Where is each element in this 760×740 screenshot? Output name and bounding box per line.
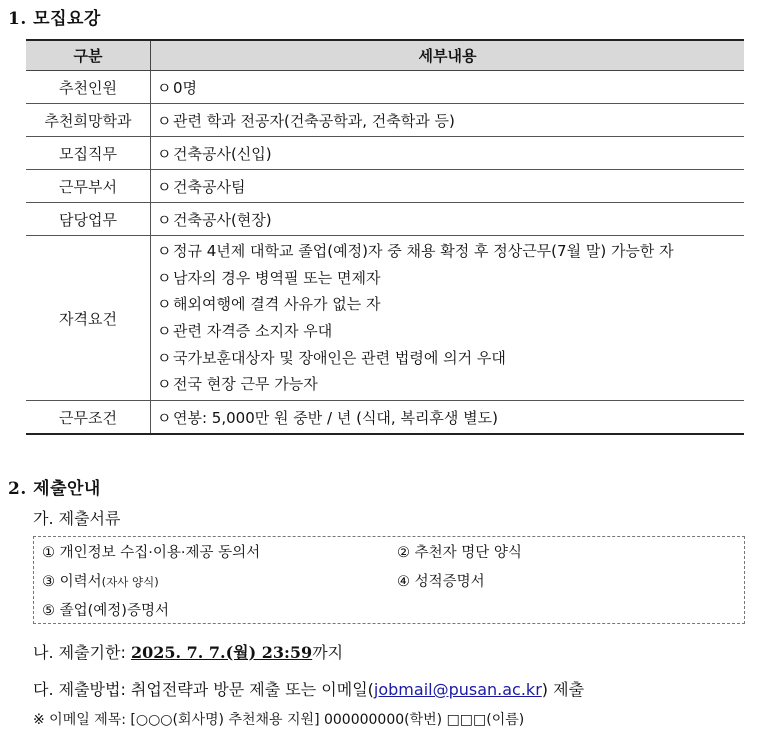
detail-text: 정규 4년제 대학교 졸업(예정)자 중 채용 확정 후 정상근무(7월 말) 가능한 자 (173, 242, 674, 260)
detail-line (157, 371, 744, 398)
document-text: 졸업(예정)증명서 (59, 603, 169, 619)
method-suffix: ) 제출 (541, 680, 585, 699)
document-note: (자사 양식) (101, 575, 159, 589)
document-number: ⑤ (42, 603, 55, 619)
deadline-label: 나. 제출기한: (33, 643, 131, 662)
detail-text: 연봉: 5,000만 원 중반 / 년 (식대, 복리후생 별도) (173, 408, 499, 427)
detail-text: 건축공사(현장) (173, 210, 272, 229)
detail-line (157, 345, 744, 372)
detail-line (157, 407, 744, 428)
bullet-icon: ㅇ (157, 408, 172, 427)
row-label: 근무조건 (26, 401, 151, 435)
detail-line (157, 209, 744, 230)
document-item (397, 541, 522, 562)
bullet-icon: ㅇ (157, 295, 172, 314)
document-text: 추천자 명단 양식 (414, 545, 522, 561)
table-row (26, 137, 744, 170)
deadline-line (33, 640, 343, 663)
row-content (151, 71, 745, 104)
document-number: ③ (42, 574, 55, 590)
bullet-icon: ㅇ (157, 210, 172, 229)
table-row (26, 203, 744, 236)
bullet-icon: ㅇ (157, 177, 172, 196)
deadline-date: 2025. 7. 7.(월) 23:59 (130, 643, 313, 662)
bullet-icon: ㅇ (157, 242, 172, 260)
document-item (42, 570, 159, 591)
document-text: 개인정보 수집·이용·제공 동의서 (59, 545, 261, 561)
row-label: 근무부서 (26, 170, 151, 203)
header-details: 세부내용 (151, 40, 745, 71)
recruitment-table (26, 39, 744, 435)
email-link[interactable]: jobmail@pusan.ac.kr (373, 680, 542, 699)
detail-text: 전국 현장 근무 가능자 (173, 375, 318, 394)
bullet-icon: ㅇ (157, 111, 172, 130)
detail-line (157, 291, 744, 318)
detail-text: 관련 학과 전공자(건축공학과, 건축학과 등) (173, 111, 455, 130)
detail-line (157, 143, 744, 164)
table-header-row (26, 40, 744, 71)
detail-line (157, 265, 744, 292)
detail-line (157, 110, 744, 131)
table-row (26, 236, 744, 401)
row-content (151, 203, 745, 236)
header-category: 구분 (26, 40, 151, 71)
row-label: 추천인원 (26, 71, 151, 104)
row-label: 담당업무 (26, 203, 151, 236)
document-number: ① (42, 545, 55, 561)
detail-line (157, 318, 744, 345)
submission-method-line (33, 677, 584, 700)
bullet-icon: ㅇ (157, 348, 172, 367)
documents-label: 가. 제출서류 (33, 509, 121, 528)
row-content (151, 137, 745, 170)
table-row (26, 401, 744, 435)
bullet-icon: ㅇ (157, 268, 172, 287)
document-item (42, 541, 260, 562)
detail-text: 남자의 경우 병역필 또는 면제자 (173, 268, 381, 287)
detail-line (157, 176, 744, 197)
row-content (151, 401, 745, 435)
detail-text: 건축공사(신입) (173, 144, 272, 163)
row-content (151, 104, 745, 137)
bullet-icon: ㅇ (157, 78, 172, 97)
detail-line (157, 238, 744, 265)
section-1-title: 1. 모집요강 (8, 9, 101, 29)
document-number: ② (397, 545, 410, 561)
detail-text: 0명 (173, 78, 198, 97)
table-row (26, 104, 744, 137)
row-label: 자격요건 (26, 236, 151, 401)
table-row (26, 71, 744, 104)
document-number: ④ (397, 574, 410, 590)
row-content (151, 236, 745, 401)
detail-text: 관련 자격증 소지자 우대 (173, 322, 333, 341)
document-text: 이력서 (59, 574, 102, 590)
table-row (26, 170, 744, 203)
detail-text: 건축공사팀 (173, 177, 246, 196)
document-text: 성적증명서 (414, 574, 485, 590)
documents-box (33, 536, 745, 624)
bullet-icon: ㅇ (157, 322, 172, 341)
section-2-title: 2. 제출안내 (8, 479, 101, 499)
deadline-suffix: 까지 (312, 643, 344, 662)
bullet-icon: ㅇ (157, 375, 172, 394)
method-label: 다. 제출방법: 취업전략과 방문 제출 또는 이메일( (33, 680, 374, 699)
detail-text: 해외여행에 결격 사유가 없는 자 (173, 295, 381, 314)
document-item (42, 599, 169, 620)
detail-text: 국가보훈대상자 및 장애인은 관련 법령에 의거 우대 (173, 348, 506, 367)
row-label: 추천희망학과 (26, 104, 151, 137)
table-body (26, 71, 744, 435)
row-content (151, 170, 745, 203)
bullet-icon: ㅇ (157, 144, 172, 163)
email-subject-note: ※ 이메일 제목: [○○○(회사명) 추천채용 지원] 000000000(학번) □□□(이름) (33, 712, 525, 728)
row-label: 모집직무 (26, 137, 151, 170)
document-item (397, 570, 485, 591)
detail-line (157, 77, 744, 98)
